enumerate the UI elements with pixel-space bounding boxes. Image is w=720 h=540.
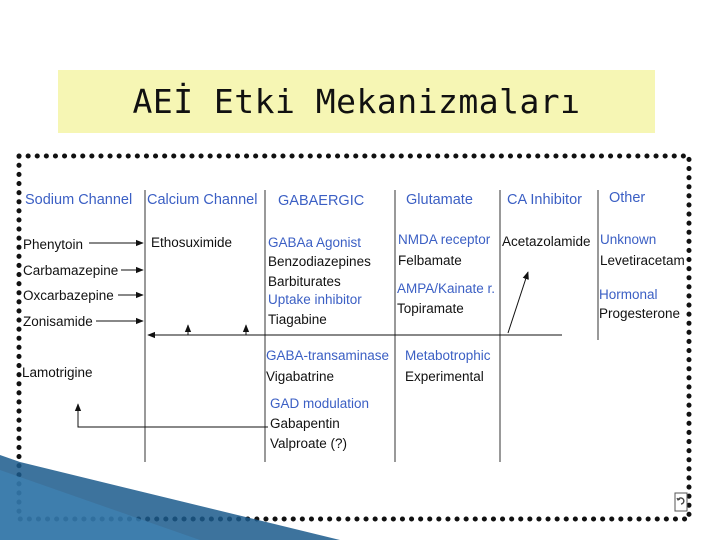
drug-zonisamide: Zonisamide bbox=[23, 314, 93, 329]
header-sodium: Sodium Channel bbox=[25, 192, 133, 208]
drug-phenytoin: Phenytoin bbox=[23, 237, 84, 252]
drug-benzodiazepines: Benzodiazepines bbox=[268, 254, 371, 269]
header-calcium: Calcium Channel bbox=[147, 192, 258, 208]
drug-levetiracetam: Levetiracetam bbox=[600, 253, 685, 268]
label-uptake-inhibitor: Uptake inhibitor bbox=[268, 292, 362, 307]
slide-title: AEİ Etki Mekanizmaları bbox=[132, 82, 581, 121]
drug-lamotrigine: Lamotrigine bbox=[22, 365, 93, 380]
drug-valproate: Valproate (?) bbox=[270, 436, 348, 451]
label-unknown: Unknown bbox=[600, 232, 657, 247]
label-gabaa-agonist: GABAa Agonist bbox=[268, 235, 362, 250]
drug-ethosuximide: Ethosuximide bbox=[151, 235, 233, 250]
drug-topiramate: Topiramate bbox=[397, 301, 464, 316]
drug-carbamazepine: Carbamazepine bbox=[23, 263, 119, 278]
refresh-icon[interactable] bbox=[674, 492, 688, 512]
drug-vigabatrine: Vigabatrine bbox=[266, 369, 335, 384]
drug-acetazolamide: Acetazolamide bbox=[502, 234, 591, 249]
label-gad-modulation: GAD modulation bbox=[270, 396, 370, 411]
drug-experimental: Experimental bbox=[405, 369, 484, 384]
header-ca-inhibitor: CA Inhibitor bbox=[507, 192, 582, 208]
label-metabotrophic: Metabotrophic bbox=[405, 348, 491, 363]
header-other: Other bbox=[609, 190, 646, 206]
drug-progesterone: Progesterone bbox=[599, 306, 681, 321]
drug-tiagabine: Tiagabine bbox=[268, 312, 327, 327]
drug-felbamate: Felbamate bbox=[398, 253, 462, 268]
label-nmda-receptor: NMDA receptor bbox=[398, 232, 491, 247]
drug-oxcarbazepine: Oxcarbazepine bbox=[23, 288, 114, 303]
header-glutamate: Glutamate bbox=[406, 192, 473, 208]
label-hormonal: Hormonal bbox=[599, 287, 658, 302]
label-ampa-kainate: AMPA/Kainate r. bbox=[397, 281, 496, 296]
header-gabaergic: GABAERGIC bbox=[278, 193, 365, 209]
label-gaba-transaminase: GABA-transaminase bbox=[266, 348, 390, 363]
drug-gabapentin: Gabapentin bbox=[270, 416, 340, 431]
drug-barbiturates: Barbiturates bbox=[268, 274, 341, 289]
